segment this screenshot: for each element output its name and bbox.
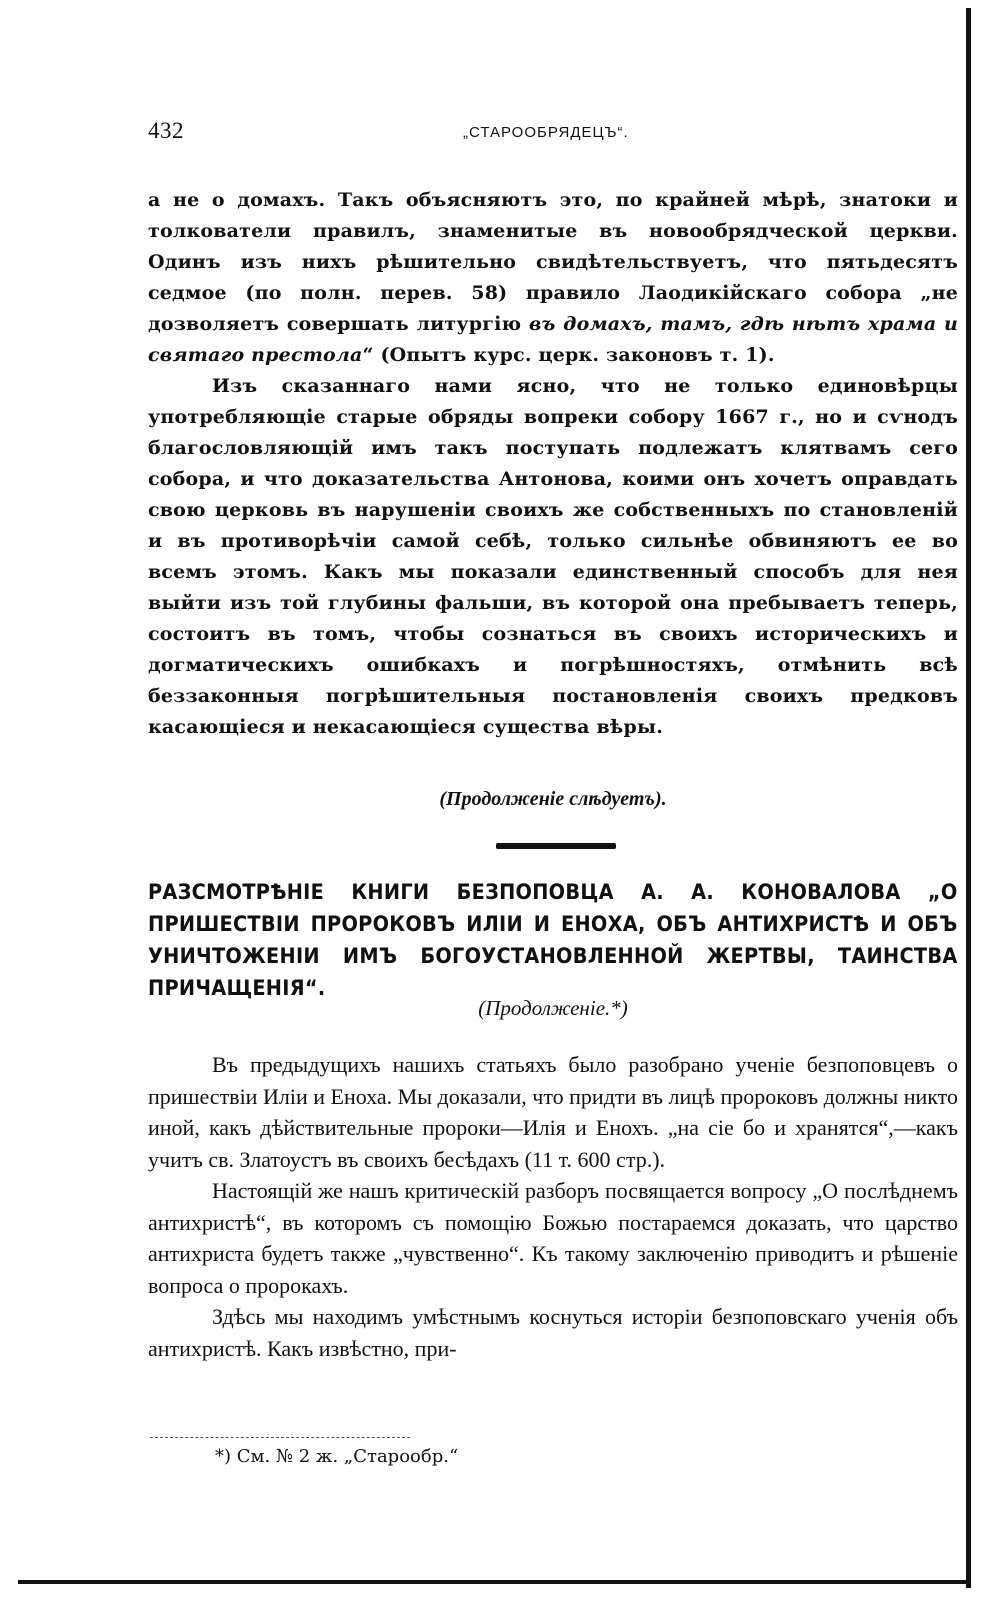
footnote-rule xyxy=(150,1437,410,1438)
page-edge-bottom xyxy=(18,1580,971,1584)
p1-run-1: а не о домахъ. Такъ объясняютъ это, по крайней мѣрѣ, знатоки и толкователи правилъ, знаменитые въ новообрядческой церкви. Одинъ изъ нихъ рѣшительно свидѣтельствуетъ, что пятьдесятъ седмое (по полн. перев. 58) правило Лаодикійскаго собора „не дозволяетъ совершать литургію xyxy=(148,189,958,335)
footnote: *) См. № 2 ж. „Старообр.“ xyxy=(215,1446,459,1467)
p1-run-2-italic: въ домахъ, тамъ, гдѣ нѣтъ храма и святаго престола xyxy=(148,313,958,366)
page-edge-right xyxy=(966,8,971,1588)
article-paragraph-3: Здѣсь мы находимъ умѣстнымъ коснуться исторіи безпоповскаго ученія объ антихристѣ. Какъ извѣстно, при- xyxy=(148,1304,958,1361)
running-head xyxy=(148,118,958,148)
page-number: 432 xyxy=(148,118,184,143)
section-continued-text xyxy=(148,185,958,743)
to-be-continued: (Продолженіе слѣдуетъ). xyxy=(439,788,667,810)
p1-run-3: “ (Опытъ курс. церк. законовъ т. 1). xyxy=(362,344,775,366)
article-body xyxy=(148,1049,958,1364)
article-paragraph-2: Настоящій же нашъ критическій разборъ посвящается вопросу „О послѣднемъ антихристѣ“, въ которомъ съ помощію Божью постараемся доказать, что царство антихриста будетъ также „чувственно“. Къ такому заключенію приводитъ и рѣшеніе вопроса о пророкахъ. xyxy=(148,1178,958,1298)
article-title: РАЗСМОТРѢНІЕ КНИГИ БЕЗПОПОВЦА А. А. КОНОВАЛОВА „О ПРИШЕСТВІИ ПРОРОКОВЪ ИЛІИ И ЕНОХА, ОБЪ АНТИХРИСТѢ И ОБЪ УНИЧТОЖЕНІИ ИМЪ БОГОУСТАНОВЛЕННОЙ ЖЕРТВЫ, ТАИНСТВА ПРИЧАЩЕНІЯ“. xyxy=(148,880,958,1000)
journal-title: „СТАРООБРЯДЕЦЪ“. xyxy=(463,124,629,141)
paragraph-conclusion: Изъ сказаннаго нами ясно, что не только единовѣрцы употребляющіе старые обряды вопреки собору 1667 г., но и сѵнодъ благословляющій имъ такъ поступать подлежатъ клятвамъ сего собора, и что доказательства Антонова, коими онъ хочетъ оправдать свою церковь въ нарушеніи своихъ же собственныхъ по становленій и въ противорѣчіи самой себѣ, только сильнѣе обвиняютъ ее во всемъ этомъ. Какъ мы показали единственный способъ для нея выйти изъ той глубины фальши, въ которой она пребываетъ теперь, состоитъ въ томъ, чтобы сознаться въ своихъ историческихъ и догматическихъ ошибкахъ и погрѣшностяхъ, отмѣнить всѣ беззаконныя погрѣшительныя постановленія своихъ предковъ касающіеся и некасающіеся существа вѣры. xyxy=(148,375,958,738)
paragraph-laodicea xyxy=(148,185,958,371)
continuation-note: (Продолженіе.*) xyxy=(478,996,628,1020)
article-paragraph-1: Въ предыдущихъ нашихъ статьяхъ было разобрано ученіе безпоповцевъ о пришествіи Иліи и Еноха. Мы доказали, что придти въ лицѣ пророковъ должны никто иной, какъ дѣйствительные пророки—Илія и Енохъ. „на сіе бо и хранятся“,—какъ учитъ св. Златоустъ въ своихъ бесѣдахъ (11 т. 600 стр.). xyxy=(148,1052,958,1172)
section-divider xyxy=(496,843,616,849)
